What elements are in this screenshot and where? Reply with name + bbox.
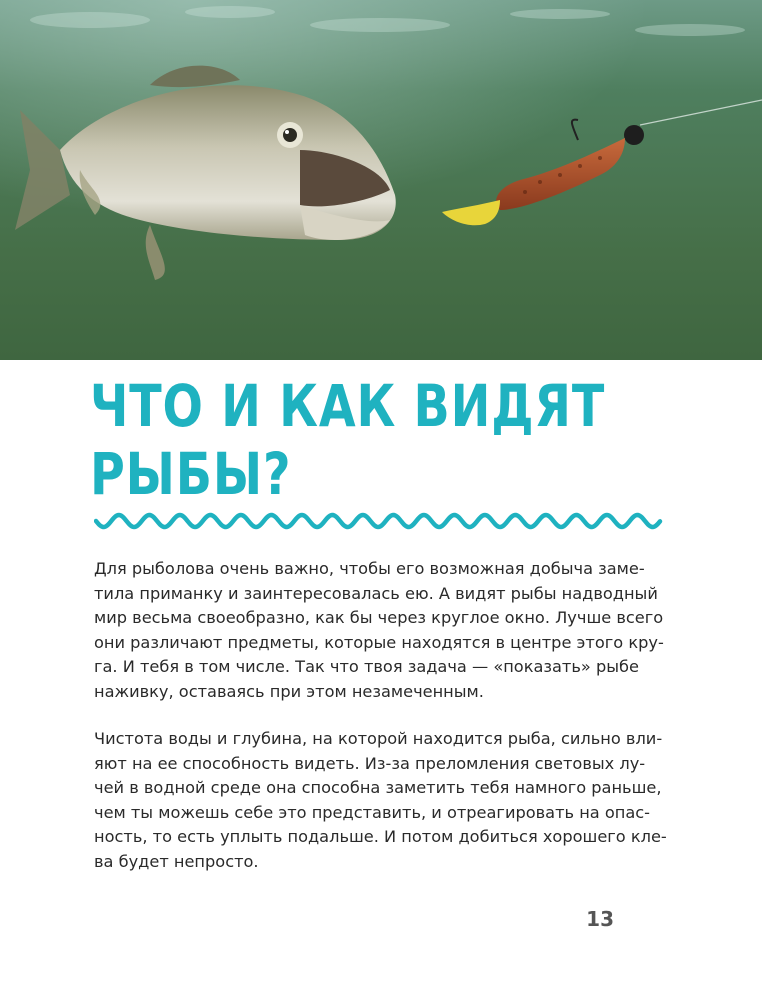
paragraph-line: чей в водной среде она способна заметить тебя намного раньше, xyxy=(94,778,662,797)
title-line-2: РЫБЫ? xyxy=(90,440,292,508)
paragraph-line: наживку, оставаясь при этом незамеченным. xyxy=(94,681,484,701)
paragraph-line: яют на ее способность видеть. Из-за преломления световых лу- xyxy=(94,753,646,773)
paragraph-1 xyxy=(94,557,666,704)
wave-divider-icon xyxy=(94,510,664,532)
paragraph-line: ва будет непросто. xyxy=(94,851,259,871)
paragraph-line: Для рыболова очень важно, чтобы его возможная добыча заме- xyxy=(94,559,645,578)
paragraph-line: тила приманку и заинтересовалась ею. А видят рыбы надводный xyxy=(94,583,658,603)
page-number: 13 xyxy=(586,907,614,931)
page-title xyxy=(90,372,606,508)
paragraph-line: мир весьма своеобразно, как бы через круглое окно. Лучше всего xyxy=(94,608,664,627)
paragraph-2 xyxy=(94,727,666,874)
hero-photo xyxy=(0,0,762,360)
paragraph-line: они различают предметы, которые находятся в центре этого кру- xyxy=(94,632,664,652)
paragraph-line: ность, то есть уплыть подальше. И потом добиться хорошего кле- xyxy=(94,827,667,846)
paragraph-line: га. И тебя в том числе. Так что твоя задача — «показать» рыбе xyxy=(94,657,639,676)
fish-lure-illustration xyxy=(0,0,762,360)
paragraph-line: чем ты можешь себе это представить, и отреагировать на опас- xyxy=(94,802,651,822)
title-line-1: ЧТО И КАК ВИДЯТ xyxy=(90,372,606,440)
paragraph-line: Чистота воды и глубина, на которой находится рыба, сильно вли- xyxy=(94,729,663,748)
